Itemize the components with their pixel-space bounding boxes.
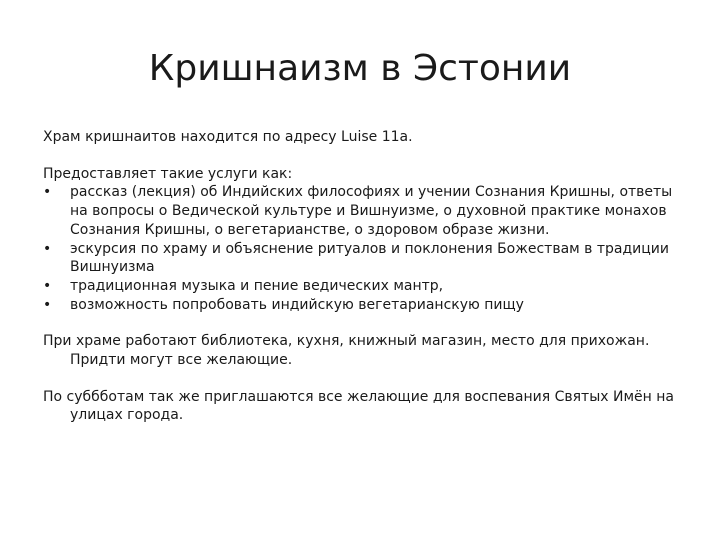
bullet-icon: •: [43, 296, 52, 313]
list-item: [43, 183, 688, 239]
list-item: [43, 277, 688, 296]
bullet-icon: •: [43, 184, 52, 201]
list-item: [43, 296, 688, 315]
service-item-text: возможность попробовать индийскую вегетарианскую пищу: [70, 296, 524, 313]
service-item-text: традиционная музыка и пение ведических мантр,: [70, 277, 444, 294]
services-block: [43, 165, 688, 315]
bullet-icon: •: [43, 240, 52, 257]
services-intro: Предоставляет такие услуги как:: [43, 165, 293, 182]
service-item-text: рассказ (лекция) об Индийских философиях и учении Сознания Кришны, ответы на вопросы о Ведической культуре и Вишнуизме, о духовной практике монахов Сознания Кришны, о вегетарианстве, о здоровом образе жизни.: [70, 184, 673, 238]
slide-title: Кришнаизм в Эстонии: [148, 48, 572, 89]
list-item: [43, 240, 688, 277]
address-paragraph: Храм кришнаитов находится по адресу Luise 11a.: [43, 129, 413, 145]
bullet-icon: •: [43, 277, 52, 294]
services-list: [43, 183, 688, 314]
slide-body: [43, 128, 688, 425]
service-item-text: эскурсия по храму и объяснение ритуалов и поклонения Божествам в традиции Вишнуизма: [70, 240, 669, 276]
saturday-paragraph: По суббботам так же приглашаются все желающие для воспевания Святых Имён на улицах города.: [43, 388, 674, 424]
facilities-paragraph: При храме работают библиотека, кухня, книжный магазин, место для прихожан. Придти могут все желающие.: [43, 333, 650, 369]
